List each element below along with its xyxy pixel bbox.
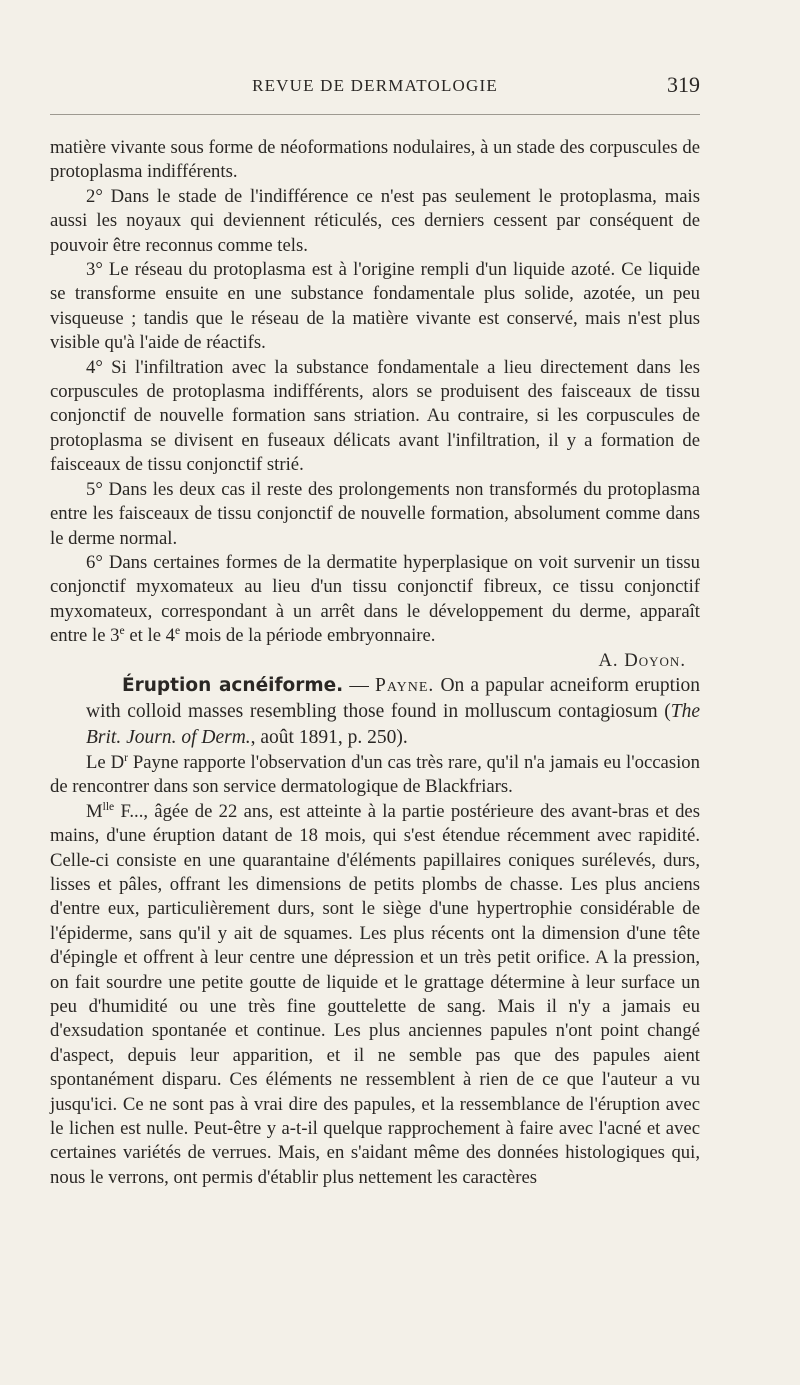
- paragraph-case: [50, 800, 700, 1191]
- p6-sup-1: e: [119, 623, 125, 637]
- paragraph-point-6: [50, 551, 700, 649]
- signature-text: A. Doyon.: [598, 649, 686, 671]
- section-author: Payne.: [374, 674, 435, 696]
- citation-open: (: [664, 700, 671, 722]
- header-rule: [50, 114, 700, 115]
- section-dash: —: [343, 674, 375, 696]
- article-title: On a papular acneiform eruption with colloid masses resembling those found in molluscum contagiosum: [86, 674, 700, 722]
- p6-text-3: mois de la période embryonnaire.: [180, 625, 436, 647]
- p6-text-2: et le 4: [124, 625, 176, 647]
- paragraph-point-3: 3° Le réseau du protoplasma est à l'origine rempli d'un liquide azoté. Ce liquide se transforme ensuite en une substance fondamentale plus solide, azotée, un peu visqueuse ; tandis que le réseau de la matière vivante est conservé, mais n'est plus visible qu'à l'aide de réactifs.: [50, 259, 700, 354]
- paragraph-point-5: 5° Dans les deux cas il reste des prolongements non transformés du protoplasma entre les faisceaux de tissu conjonctif de nouvelle formation, absolument comme dans le derme normal.: [50, 478, 700, 549]
- section-heading: [50, 673, 700, 751]
- journal-name: The Brit. Journ. of Derm.: [86, 700, 700, 748]
- paragraph-continued: matière vivante sous forme de néoformations nodulaires, à un stade des corpuscules de protoplasma indifférents.: [50, 137, 700, 183]
- case-sup: lle: [102, 799, 115, 813]
- running-title: REVUE DE DERMATOLOGIE: [252, 76, 498, 95]
- intro-text-2: Payne rapporte l'observation d'un cas très rare, qu'il n'a jamais eu l'occasion de rencontrer dans son service dermatologique de Blackfriars.: [50, 751, 700, 798]
- body-text: [50, 136, 700, 1190]
- p6-sup-2: e: [175, 623, 181, 637]
- intro-text-1: Le D: [86, 751, 125, 773]
- author-signature: [50, 649, 700, 673]
- citation-rest: , août 1891, p. 250).: [250, 726, 408, 748]
- paragraph-point-4: 4° Si l'infiltration avec la substance fondamentale a lieu directement dans les corpuscules de protoplasma indifférents, alors se produisent des faisceaux de tissu conjonctif de nouvelle formation sans striation. Au contraire, si les corpuscules de protoplasma se divisent en fuseaux délicats avant l'infiltration, il y a formation de faisceaux de tissu conjonctif strié.: [50, 356, 700, 476]
- page-header: [50, 72, 700, 106]
- page-number: 319: [667, 72, 700, 97]
- paragraph-intro: [50, 751, 700, 800]
- case-text-2: F..., âgée de 22 ans, est atteinte à la partie postérieure des avant-bras et des mains, d'une éruption datant de 18 mois, qui s'est étendue récemment avec rapidité. Celle-ci consiste en une quarantaine d'éléments papillaires coniques surélevés, durs, lisses et pâles, offrant les dimensions de petits plombs de chasse. Les plus anciens d'entre eux, particulièrement durs, sont le siège d'une hypertrophie considérable de l'épiderme, sans qu'il y ait de squames. Les plus récents ont la dimension d'une tête d'épingle et offrent à leur centre une dépression et un très petit orifice. A la pression, on fait sourdre une petite goutte de liquide et le grattage détermine à leur surface un peu d'humidité ou une très fine gouttelette de sang. Mais il n'y a jamais eu d'exsudation spontanée et continue. Les plus anciennes papules n'ont point changé d'aspect, depuis leur apparition, et il ne semble pas que des papules aient spontanément disparu. Ces éléments ne ressemblent à rien de ce que l'auteur a vu jusqu'ici. Ce ne sont pas à vrai dire des papules, et la ressemblance de l'éruption avec le lichen est nulle. Peut-être y a-t-il quelque rapprochement à faire avec l'acné et avec certaines variétés de verrues. Mais, en s'aidant même des données histologiques qui, nous le verrons, ont permis d'établir plus nettement les caractères: [50, 800, 700, 1188]
- section-title: Éruption acnéiforme.: [122, 674, 344, 696]
- p6-text-1: 6° Dans certaines formes de la dermatite hyperplasique on voit survenir un tissu conjonctif myxomateux au lieu d'un tissu conjonctif fibreux, ce tissu conjonctif myxomateux, correspondant à un arrêt dans le développement du derme, apparaît entre le 3: [50, 551, 700, 647]
- paragraph-point-2: 2° Dans le stade de l'indifférence ce n'est pas seulement le protoplasma, mais aussi les noyaux qui deviennent réticulés, ces derniers cessent par conséquent de pouvoir être reconnus comme tels.: [50, 185, 700, 256]
- case-text-1: M: [86, 800, 103, 822]
- intro-sup: r: [124, 750, 128, 764]
